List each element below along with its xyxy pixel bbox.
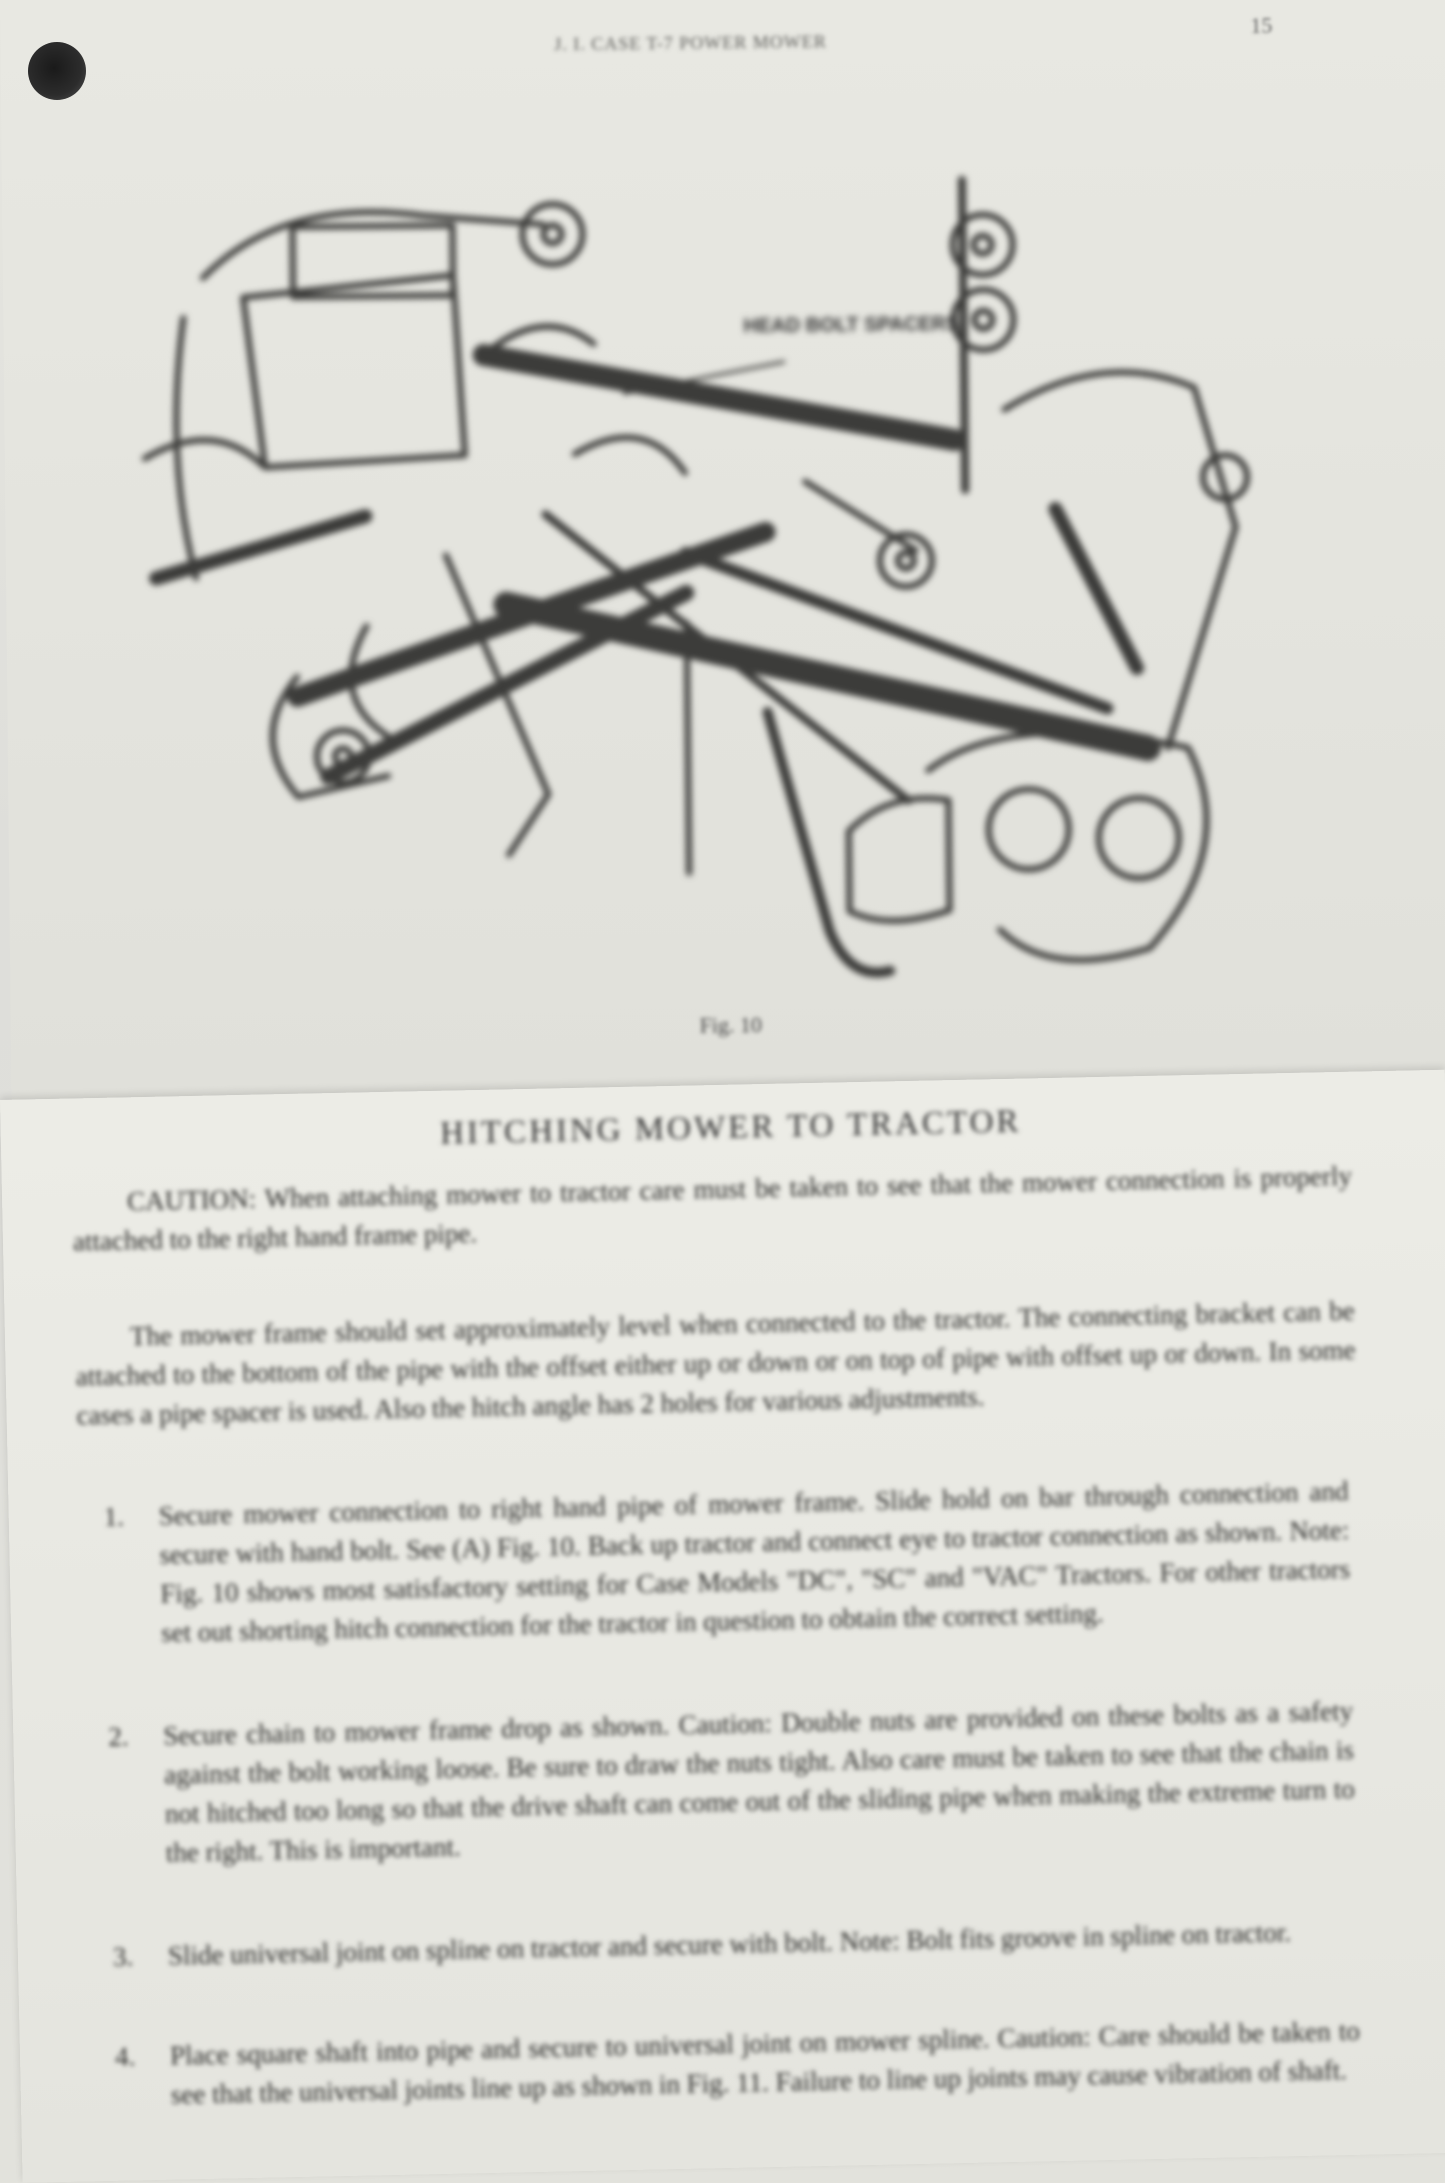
section-title: HITCHING MOWER TO TRACTOR	[439, 1103, 1022, 1152]
running-header: J. I. CASE T-7 POWER MOWER	[554, 31, 827, 55]
punch-hole	[28, 42, 86, 100]
step-text: Secure chain to mower frame drop as shown. Caution: Double nuts are provided on these bolts as a safety against the bolt working loose. Be sure to draw the nuts tight. Also care must be taken to see that the chain is not hitched too long so that the drive shaft can come out of the sliding pipe when making the extreme turn to the right. This is important.	[163, 1695, 1356, 1868]
step-item	[83, 1692, 1363, 1868]
step-number: 3.	[112, 1941, 134, 1972]
figure-caption: Fig. 10	[699, 1012, 763, 1038]
step-number: 4.	[114, 2041, 136, 2072]
step-number: 1.	[103, 1501, 125, 1532]
page-number: 15	[1250, 12, 1273, 38]
step-item	[78, 1472, 1358, 1648]
instructions-text	[0, 1070, 1445, 2183]
step-text: Slide universal joint on spline on tractor and secure with bolt. Note: Bolt fits groove in spline on tractor.	[167, 1917, 1292, 1971]
step-text: Place square shaft into pipe and secure to universal joint on mower spline. Caution: Care should be taken to see that the universal joints line up as shown in Fig. 11. Failure to line up joints may cause vibration of shaft.	[169, 2015, 1361, 2110]
step-text: Secure mower connection to right hand pipe of mower frame. Slide hold on bar through connection and secure with hand bolt. See (A) Fig. 10. Back up tractor and connect eye to tractor connection as shown. Note: Fig. 10 shows most satisfactory setting for Case Models "DC", "SC" and "VAC" Tractors. For other tractors set out shorting hitch connection for the tractor in question to obtain the correct setting.	[158, 1475, 1351, 1648]
step-item	[90, 2012, 1370, 2110]
leveling-paragraph: The mower frame should set approximately level when connected to the tractor. The connecting bracket can be attached to the bottom of the pipe with the offset either up or down or on top of pipe with offset up or down. In some cases a pipe spacer is used. Also the hitch angle has 2 holes for various adjustments.	[75, 1295, 1356, 1431]
step-item	[88, 1912, 1368, 1972]
step-number: 2.	[108, 1721, 129, 1752]
lower-sheet	[0, 1070, 1445, 2183]
figure-callout: HEAD BOLT SPACERS	[743, 312, 960, 338]
mower-hitch-illustration	[122, 147, 1291, 1039]
caution-paragraph: CAUTION: When attaching mower to tractor care must be taken to see that the mower connection is properly attached to the right hand frame pipe.	[72, 1160, 1353, 1257]
